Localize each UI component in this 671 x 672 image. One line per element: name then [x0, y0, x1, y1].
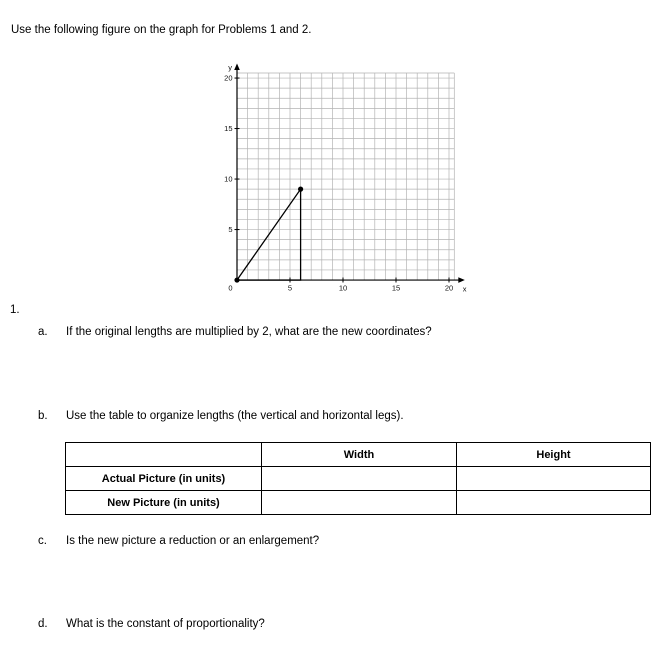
svg-text:20: 20 — [444, 283, 454, 293]
cell-actual-height — [457, 467, 651, 491]
cell-new-height — [457, 491, 651, 515]
dimensions-table — [65, 442, 651, 515]
svg-text:5: 5 — [287, 283, 293, 293]
cell-new-width — [262, 491, 457, 515]
svg-text:20: 20 — [224, 73, 233, 83]
part-b-label: b. — [38, 410, 48, 422]
part-d-label: d. — [38, 618, 48, 630]
row-header-actual-picture: Actual Picture (in units) — [66, 467, 262, 491]
svg-text:5: 5 — [228, 225, 233, 235]
problem-number: 1. — [10, 304, 20, 316]
table-corner-cell — [66, 443, 262, 467]
svg-text:10: 10 — [338, 283, 348, 293]
problem-part-d — [38, 618, 265, 630]
part-a-text: If the original lengths are multiplied by 2, what are the new coordinates? — [66, 326, 432, 338]
problem-part-b — [38, 410, 404, 422]
svg-text:15: 15 — [224, 124, 233, 134]
row-header-new-picture: New Picture (in units) — [66, 491, 262, 515]
table-row-new — [66, 491, 651, 515]
part-d-text: What is the constant of proportionality? — [66, 618, 265, 630]
problem-part-a — [38, 326, 432, 338]
cell-actual-width — [262, 467, 457, 491]
intro-text: Use the following figure on the graph for Problems 1 and 2. — [11, 24, 312, 36]
part-c-text: Is the new picture a reduction or an enlargement? — [66, 535, 320, 547]
svg-text:0: 0 — [228, 283, 233, 293]
problem-part-c — [38, 535, 319, 547]
svg-text:x: x — [462, 284, 467, 294]
coordinate-grid-chart — [215, 61, 467, 296]
svg-text:15: 15 — [391, 283, 401, 293]
part-b-text: Use the table to organize lengths (the vertical and horizontal legs). — [66, 410, 404, 422]
table-header-row — [66, 443, 651, 467]
part-a-label: a. — [38, 326, 48, 338]
table-row-actual — [66, 467, 651, 491]
col-header-height: Height — [457, 443, 651, 467]
col-header-width: Width — [262, 443, 457, 467]
svg-text:y: y — [228, 63, 232, 72]
figure-graph — [215, 61, 467, 296]
svg-text:10: 10 — [224, 174, 233, 184]
part-c-label: c. — [38, 535, 47, 547]
